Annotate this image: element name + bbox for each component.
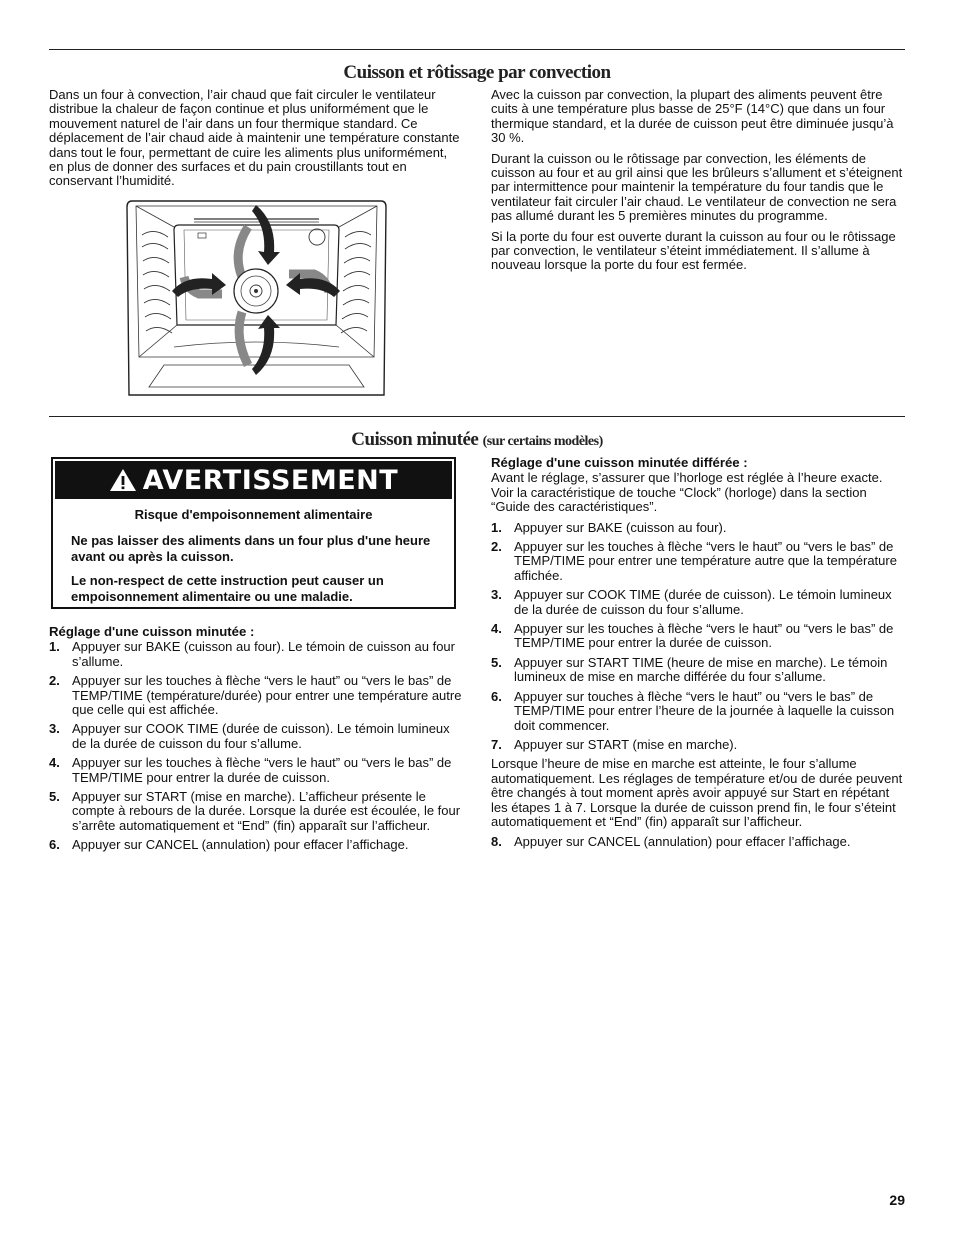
warning-line-2: Le non-respect de cette instruction peut causer un empoisonnement alimentaire ou une maladie. [71, 573, 384, 604]
list-item: 6. Appuyer sur touches à flèche “vers le haut” ou “vers le bas” de TEMP/TIME pour entrer l’heure de la journée à laquelle la cuisson doit commencer. [491, 688, 895, 733]
convection-oven-diagram [124, 197, 389, 397]
section-title-timed-main: Cuisson minutée [351, 429, 479, 450]
list-item: 4. Appuyer sur les touches à flèche “vers le haut” ou “vers le bas” de TEMP/TIME pour entrer la durée de cuisson. [491, 621, 894, 651]
convection-paragraph-3: Si la porte du four est ouverte durant la cuisson au four ou le rôtissage par convection, le ventilateur s’éteint immédiatement. Il s’allume à nouveau lorsque la porte du four est fermée. [491, 228, 896, 273]
timed-cooking-steps [49, 640, 463, 852]
convection-left-column [49, 88, 461, 195]
list-item: 7. Appuyer sur START (mise en marche). [491, 736, 738, 752]
timed-cooking-column [49, 625, 463, 858]
list-item: 3. Appuyer sur COOK TIME (durée de cuisson). Le témoin lumineux de la durée de cuisson du four s’allume. [491, 587, 892, 617]
list-item: 3. Appuyer sur COOK TIME (durée de cuisson). Le témoin lumineux de la durée de cuisson du four s’allume. [49, 721, 450, 751]
warning-subtitle: Risque d'empoisonnement alimentaire [134, 507, 373, 522]
delayed-cooking-middle: Lorsque l’heure de mise en marche est atteinte, le four s’allume automatiquement. Les réglages de température et/ou de durée peuvent être changés à tout moment après avoir appuyé sur Start en répétant les étapes 1 à 7. Lorsque la durée de cuisson prend fin, le four s’éteint automatiquement et “End” (fin) apparaît sur l’afficheur. [491, 756, 903, 829]
delayed-cooking-steps [491, 521, 905, 753]
section-title-timed [49, 429, 905, 451]
warning-header [55, 461, 452, 499]
section-title-convection: Cuisson et rôtissage par convection [343, 62, 611, 83]
list-item: 5. Appuyer sur START TIME (heure de mise en marche). Le témoin lumineux de mise en marche différée du four s’allume. [491, 654, 888, 685]
warning-box [51, 457, 456, 609]
list-item: 6. Appuyer sur CANCEL (annulation) pour effacer l’affichage. [49, 837, 409, 853]
warning-line-1: Ne pas laisser des aliments dans un four plus d'une heure avant ou après la cuisson. [71, 533, 431, 564]
list-item: 2. Appuyer sur les touches à flèche “vers le haut” ou “vers le bas” de TEMP/TIME pour entrer une température autre que la température affichée. [491, 539, 897, 583]
list-item: 4. Appuyer sur les touches à flèche “vers le haut” ou “vers le bas” de TEMP/TIME pour entrer la durée de cuisson. [49, 755, 452, 785]
convection-right-column [491, 88, 905, 279]
list-item: 1. Appuyer sur BAKE (cuisson au four). [491, 519, 727, 535]
list-item: 1. Appuyer sur BAKE (cuisson au four). Le témoin de cuisson au four s’allume. [49, 639, 455, 669]
section-title-timed-note: (sur certains modèles) [482, 434, 603, 449]
timed-cooking-heading: Réglage d'une cuisson minutée : [49, 624, 255, 639]
convection-intro-paragraph: Dans un four à convection, l’air chaud que fait circuler le ventilateur distribue la chaleur de façon continue et plus uniformément que le mouvement naturel de l’air dans un four thermique standard. Ce déplacement de l’air chaud aide à maintenir une température constante dans tout le four, permettant de cuire les aliments plus uniformément, en plus de donner des surfaces et du pain croustillants tout en conservant l’humidité. [49, 87, 460, 189]
delayed-cooking-intro: Avant le réglage, s’assurer que l’horloge est réglée à l’heure exacte. Voir la caractéristique de touche “Clock” (horloge) dans la section “Guide des caractéristiques”. [491, 470, 883, 515]
delayed-cooking-heading: Réglage d'une cuisson minutée différée : [491, 455, 748, 470]
convection-paragraph-2: Durant la cuisson ou le rôtissage par convection, les éléments de cuisson au four et au gril ainsi que les brûleurs s’allument et s’éteignent par intermittence pour maintenir la température du four tandis que le ventilateur fait circuler l’air chaud. Le ventilateur de convection ne sera pas allumé durant les 5 premières minutes du programme. [491, 150, 903, 224]
list-item: 5. Appuyer sur START (mise en marche). L’afficheur présente le compte à rebours de la durée. Lorsque la durée est écoulée, le four s’arrête automatiquement et “End” (fin) apparaît sur l’afficheur. [49, 789, 461, 833]
warning-heading: AVERTISSEMENT [142, 464, 399, 496]
list-item: 8. Appuyer sur CANCEL (annulation) pour effacer l’affichage. [491, 834, 851, 850]
convection-fan-icon [234, 269, 278, 313]
warning-body [53, 501, 454, 605]
convection-paragraph-1: Avec la cuisson par convection, la plupart des aliments peuvent être cuits à une température plus basse de 25°F (14°C) que dans un four thermique standard, et la durée de cuisson peut être diminuée jusqu’à 30 %. [491, 87, 894, 146]
top-rule [49, 49, 905, 50]
delayed-cooking-column [491, 456, 905, 855]
middle-rule [49, 416, 905, 417]
delayed-cooking-final-step [491, 835, 905, 849]
list-item: 2. Appuyer sur les touches à flèche “vers le haut” ou “vers le bas” de TEMP/TIME (température/durée) pour entrer une température autre que celle qui est affichée. [49, 673, 462, 718]
warning-triangle-icon [109, 467, 137, 493]
page-number: 29 [889, 1192, 905, 1208]
